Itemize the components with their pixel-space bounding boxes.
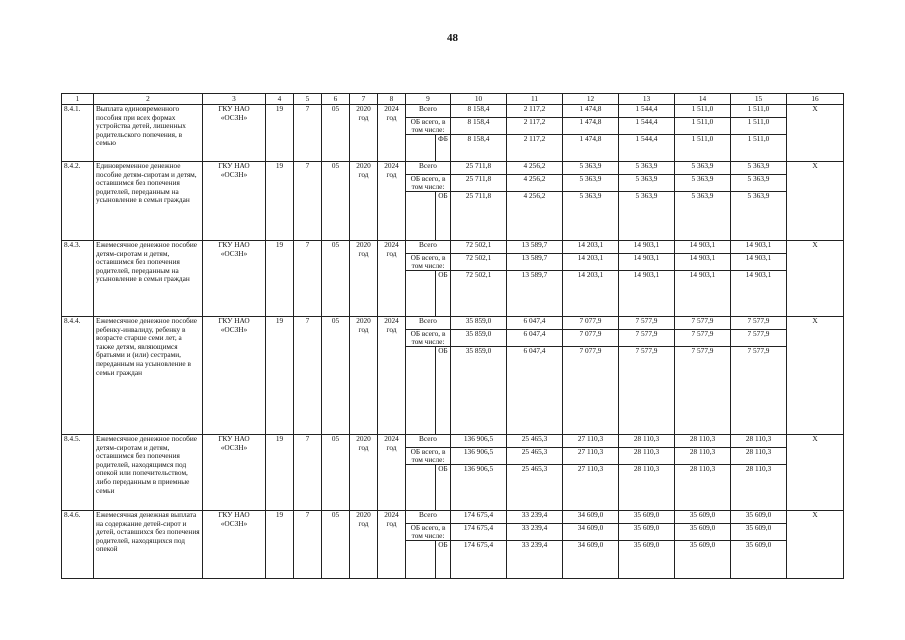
total-value: 35 859,0 [451, 317, 507, 330]
total-value: 35 609,0 [619, 511, 675, 524]
source-code-label: ОБ [436, 465, 451, 511]
total-value: 136 906,5 [451, 435, 507, 448]
code-subsection: 05 [322, 435, 350, 511]
year-start: 2020 год [350, 105, 378, 162]
total-value: 1 511,0 [731, 105, 787, 118]
source-code-label: ОБ [436, 347, 451, 435]
header-cell: 14 [675, 94, 731, 105]
source-value: 5 363,9 [563, 192, 619, 241]
ob-value: 2 117,2 [507, 118, 563, 135]
code-section: 7 [294, 511, 322, 579]
year-start: 2020 год [350, 241, 378, 317]
source-value: 5 363,9 [675, 192, 731, 241]
ob-value: 14 903,1 [619, 254, 675, 271]
code-subsection: 05 [322, 241, 350, 317]
code-section: 7 [294, 241, 322, 317]
source-total-label: Всего [406, 241, 451, 254]
ob-value: 14 903,1 [731, 254, 787, 271]
source-code-label: ФБ [436, 135, 451, 162]
total-value: 14 203,1 [563, 241, 619, 254]
result-marker: Х [787, 435, 844, 511]
source-blank-cell [406, 541, 436, 579]
ob-value: 25 711,8 [451, 175, 507, 192]
program-row [62, 241, 844, 254]
total-value: 14 903,1 [619, 241, 675, 254]
ob-value: 5 363,9 [675, 175, 731, 192]
source-value: 5 363,9 [619, 192, 675, 241]
ob-value: 5 363,9 [731, 175, 787, 192]
source-blank-cell [406, 135, 436, 162]
program-row [62, 317, 844, 330]
source-value: 25 711,8 [451, 192, 507, 241]
header-cell: 13 [619, 94, 675, 105]
item-name: Ежемесячное денежное пособие детям-сиротам и детям, оставшимся без попечения родителей, переданным на усыновление в семьи граждан [94, 241, 203, 317]
source-value: 1 474,8 [563, 135, 619, 162]
code-section: 7 [294, 105, 322, 162]
total-value: 14 903,1 [675, 241, 731, 254]
source-ob-label: ОБ всего, в том числе: [406, 254, 451, 271]
source-value: 1 511,0 [731, 135, 787, 162]
header-cell: 11 [507, 94, 563, 105]
ob-value: 7 077,9 [563, 330, 619, 347]
header-cell: 8 [378, 94, 406, 105]
year-end: 2024 год [378, 105, 406, 162]
budget-table [61, 93, 844, 579]
total-value: 14 903,1 [731, 241, 787, 254]
code-grbs: 19 [266, 241, 294, 317]
code-grbs: 19 [266, 511, 294, 579]
ob-value: 174 675,4 [451, 524, 507, 541]
year-start: 2020 год [350, 162, 378, 241]
ob-value: 35 609,0 [731, 524, 787, 541]
item-number: 8.4.1. [62, 105, 94, 162]
source-value: 28 110,3 [675, 465, 731, 511]
item-name: Ежемесячное денежное пособие ребенку-инвалиду, ребенку в возрасте старше семи лет, а также детям, являющимся братьями и (или) сестрами, переданным на усыновление в семьи граждан [94, 317, 203, 435]
year-end: 2024 год [378, 435, 406, 511]
year-start: 2020 год [350, 511, 378, 579]
ob-value: 4 256,2 [507, 175, 563, 192]
source-value: 14 903,1 [675, 271, 731, 317]
source-value: 72 502,1 [451, 271, 507, 317]
ob-value: 14 903,1 [675, 254, 731, 271]
ob-value: 5 363,9 [619, 175, 675, 192]
ob-value: 13 589,7 [507, 254, 563, 271]
year-end: 2024 год [378, 511, 406, 579]
ob-value: 25 465,3 [507, 448, 563, 465]
source-value: 35 609,0 [731, 541, 787, 579]
header-cell: 9 [406, 94, 451, 105]
total-value: 5 363,9 [731, 162, 787, 175]
result-marker: Х [787, 162, 844, 241]
total-value: 1 544,4 [619, 105, 675, 118]
ob-value: 1 511,0 [675, 118, 731, 135]
header-cell: 10 [451, 94, 507, 105]
item-name: Выплата единовременного пособия при всех формах устройства детей, лишенных родительского попечения, в семью [94, 105, 203, 162]
total-value: 72 502,1 [451, 241, 507, 254]
code-grbs: 19 [266, 105, 294, 162]
source-value: 14 903,1 [619, 271, 675, 317]
total-value: 28 110,3 [731, 435, 787, 448]
total-value: 7 577,9 [731, 317, 787, 330]
ob-value: 28 110,3 [619, 448, 675, 465]
item-number: 8.4.3. [62, 241, 94, 317]
result-marker: Х [787, 241, 844, 317]
ob-value: 1 474,8 [563, 118, 619, 135]
source-value: 33 239,4 [507, 541, 563, 579]
source-value: 27 110,3 [563, 465, 619, 511]
total-value: 28 110,3 [619, 435, 675, 448]
header-cell: 6 [322, 94, 350, 105]
executor-org: ГКУ НАО «ОСЗН» [203, 435, 266, 511]
source-value: 25 465,3 [507, 465, 563, 511]
total-value: 35 609,0 [731, 511, 787, 524]
executor-org: ГКУ НАО «ОСЗН» [203, 105, 266, 162]
year-start: 2020 год [350, 317, 378, 435]
page-number: 48 [447, 32, 458, 44]
item-number: 8.4.6. [62, 511, 94, 579]
source-value: 34 609,0 [563, 541, 619, 579]
program-row [62, 162, 844, 175]
executor-org: ГКУ НАО «ОСЗН» [203, 511, 266, 579]
ob-value: 34 609,0 [563, 524, 619, 541]
total-value: 35 609,0 [675, 511, 731, 524]
source-value: 136 906,5 [451, 465, 507, 511]
total-value: 1 511,0 [675, 105, 731, 118]
source-value: 1 544,4 [619, 135, 675, 162]
total-value: 34 609,0 [563, 511, 619, 524]
budget-table-body [62, 94, 844, 579]
code-grbs: 19 [266, 317, 294, 435]
source-ob-label: ОБ всего, в том числе: [406, 330, 451, 347]
source-total-label: Всего [406, 435, 451, 448]
ob-value: 136 906,5 [451, 448, 507, 465]
header-cell: 15 [731, 94, 787, 105]
total-value: 5 363,9 [675, 162, 731, 175]
ob-value: 1 544,4 [619, 118, 675, 135]
source-value: 7 577,9 [619, 347, 675, 435]
total-value: 28 110,3 [675, 435, 731, 448]
total-value: 1 474,8 [563, 105, 619, 118]
source-code-label: ОБ [436, 271, 451, 317]
source-ob-label: ОБ всего, в том числе: [406, 118, 451, 135]
header-cell: 4 [266, 94, 294, 105]
total-value: 6 047,4 [507, 317, 563, 330]
source-value: 7 577,9 [675, 347, 731, 435]
source-ob-label: ОБ всего, в том числе: [406, 175, 451, 192]
item-number: 8.4.5. [62, 435, 94, 511]
ob-value: 27 110,3 [563, 448, 619, 465]
source-value: 5 363,9 [731, 192, 787, 241]
total-value: 2 117,2 [507, 105, 563, 118]
ob-value: 33 239,4 [507, 524, 563, 541]
source-code-label: ОБ [436, 192, 451, 241]
header-cell: 3 [203, 94, 266, 105]
total-value: 13 589,7 [507, 241, 563, 254]
total-value: 5 363,9 [619, 162, 675, 175]
source-value: 7 077,9 [563, 347, 619, 435]
source-blank-cell [406, 271, 436, 317]
source-total-label: Всего [406, 162, 451, 175]
source-value: 13 589,7 [507, 271, 563, 317]
source-value: 1 511,0 [675, 135, 731, 162]
source-total-label: Всего [406, 511, 451, 524]
code-grbs: 19 [266, 162, 294, 241]
header-cell: 7 [350, 94, 378, 105]
header-cell: 2 [94, 94, 203, 105]
total-value: 25 711,8 [451, 162, 507, 175]
header-cell: 16 [787, 94, 844, 105]
source-value: 28 110,3 [619, 465, 675, 511]
ob-value: 28 110,3 [731, 448, 787, 465]
code-section: 7 [294, 317, 322, 435]
total-value: 5 363,9 [563, 162, 619, 175]
code-subsection: 05 [322, 317, 350, 435]
total-value: 33 239,4 [507, 511, 563, 524]
ob-value: 35 609,0 [619, 524, 675, 541]
executor-org: ГКУ НАО «ОСЗН» [203, 241, 266, 317]
header-cell: 5 [294, 94, 322, 105]
source-value: 35 859,0 [451, 347, 507, 435]
header-row [62, 94, 844, 105]
total-value: 4 256,2 [507, 162, 563, 175]
item-name: Единовременное денежное пособие детям-сиротам и детям, оставшимся без попечения родителей, переданным на усыновление в семьи граждан [94, 162, 203, 241]
ob-value: 28 110,3 [675, 448, 731, 465]
ob-value: 35 859,0 [451, 330, 507, 347]
header-cell: 12 [563, 94, 619, 105]
year-start: 2020 год [350, 435, 378, 511]
total-value: 7 077,9 [563, 317, 619, 330]
result-marker: Х [787, 511, 844, 579]
ob-value: 8 158,4 [451, 118, 507, 135]
source-value: 14 203,1 [563, 271, 619, 317]
source-value: 6 047,4 [507, 347, 563, 435]
item-name: Ежемесячное денежное пособие детям-сиротам и детям, оставшимся без попечения родителей, находящимся под опекой или попечительством, либо переданным в приемные семьи [94, 435, 203, 511]
ob-value: 7 577,9 [619, 330, 675, 347]
total-value: 7 577,9 [619, 317, 675, 330]
program-row [62, 435, 844, 448]
result-marker: Х [787, 105, 844, 162]
ob-value: 5 363,9 [563, 175, 619, 192]
code-section: 7 [294, 435, 322, 511]
program-row [62, 511, 844, 524]
source-value: 35 609,0 [675, 541, 731, 579]
code-subsection: 05 [322, 511, 350, 579]
source-blank-cell [406, 465, 436, 511]
ob-value: 14 203,1 [563, 254, 619, 271]
item-number: 8.4.4. [62, 317, 94, 435]
source-blank-cell [406, 347, 436, 435]
code-subsection: 05 [322, 162, 350, 241]
total-value: 8 158,4 [451, 105, 507, 118]
ob-value: 72 502,1 [451, 254, 507, 271]
year-end: 2024 год [378, 317, 406, 435]
source-total-label: Всего [406, 317, 451, 330]
ob-value: 6 047,4 [507, 330, 563, 347]
year-end: 2024 год [378, 241, 406, 317]
code-grbs: 19 [266, 435, 294, 511]
year-end: 2024 год [378, 162, 406, 241]
total-value: 174 675,4 [451, 511, 507, 524]
total-value: 25 465,3 [507, 435, 563, 448]
item-name: Ежемесячная денежная выплата на содержание детей-сирот и детей, оставшихся без попечения родителей, находящихся под опекой [94, 511, 203, 579]
ob-value: 1 511,0 [731, 118, 787, 135]
source-value: 35 609,0 [619, 541, 675, 579]
executor-org: ГКУ НАО «ОСЗН» [203, 317, 266, 435]
source-value: 8 158,4 [451, 135, 507, 162]
executor-org: ГКУ НАО «ОСЗН» [203, 162, 266, 241]
ob-value: 7 577,9 [675, 330, 731, 347]
ob-value: 7 577,9 [731, 330, 787, 347]
program-row [62, 105, 844, 118]
source-ob-label: ОБ всего, в том числе: [406, 448, 451, 465]
ob-value: 35 609,0 [675, 524, 731, 541]
header-cell: 1 [62, 94, 94, 105]
code-section: 7 [294, 162, 322, 241]
source-blank-cell [406, 192, 436, 241]
source-value: 28 110,3 [731, 465, 787, 511]
result-marker: Х [787, 317, 844, 435]
source-value: 4 256,2 [507, 192, 563, 241]
total-value: 7 577,9 [675, 317, 731, 330]
source-value: 2 117,2 [507, 135, 563, 162]
source-value: 7 577,9 [731, 347, 787, 435]
source-total-label: Всего [406, 105, 451, 118]
item-number: 8.4.2. [62, 162, 94, 241]
source-code-label: ОБ [436, 541, 451, 579]
source-ob-label: ОБ всего, в том числе: [406, 524, 451, 541]
total-value: 27 110,3 [563, 435, 619, 448]
code-subsection: 05 [322, 105, 350, 162]
source-value: 174 675,4 [451, 541, 507, 579]
source-value: 14 903,1 [731, 271, 787, 317]
